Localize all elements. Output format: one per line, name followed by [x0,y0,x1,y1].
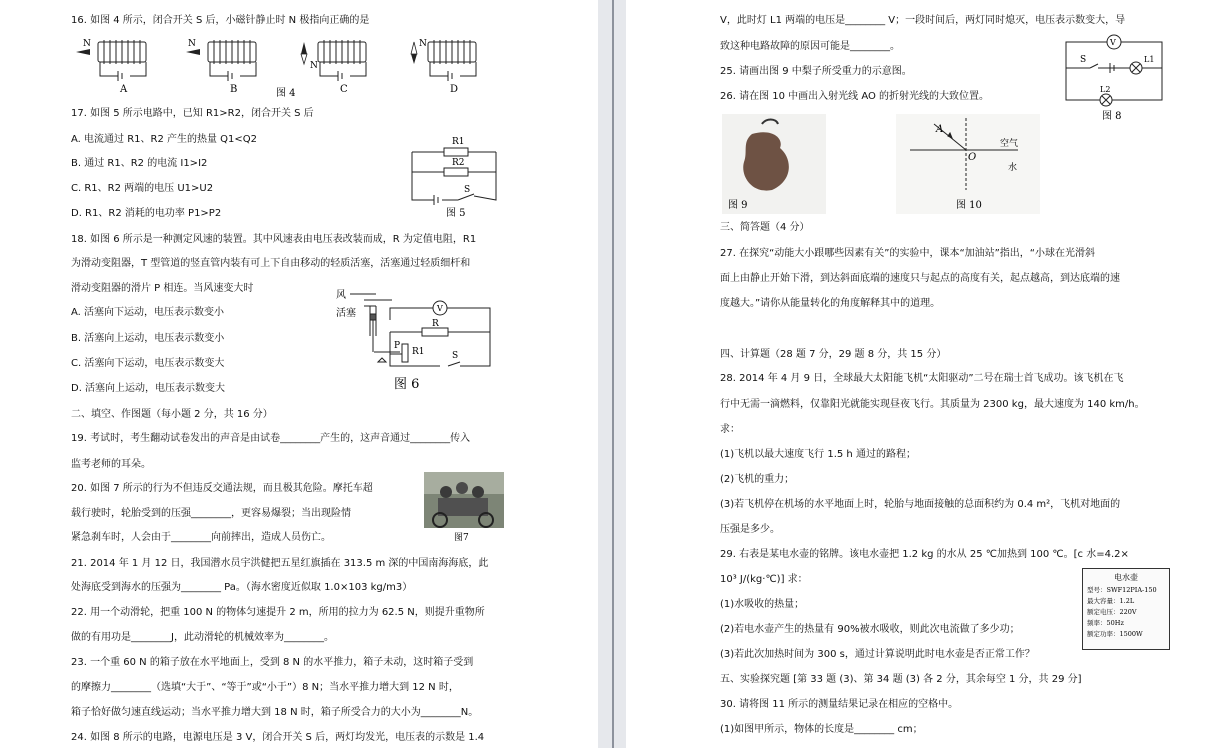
fig4-letter-d: D [450,84,459,95]
question-27-line-2: 面上由静止开始下滑，到达斜面底端的速度只与起点的高度有关，起点越高，到达底端的速 [720,273,1120,284]
fig10-o: O [968,152,977,163]
figure-5-circuit [408,134,500,220]
question-21-line-2: 处海底受到海水的压强为________ Pa。（海水密度近似取 1.0×103 kg/m3） [71,582,413,593]
fig4-n-label: N [83,39,91,49]
question-19-line-2: 监考老师的耳朵。 [71,459,151,470]
fig5-s: S [464,185,471,195]
figure-7-photo [424,472,504,544]
question-29-part-1: (1)水吸收的热量； [720,599,805,610]
fig6-p: P [394,341,401,351]
question-30-part-1: (1)如图甲所示，物体的长度是________ cm； [720,724,923,735]
q18-option-a: A. 活塞向下运动，电压表示数变小 [71,307,225,318]
question-24-cont: V，此时灯 L1 两端的电压是________ V；一段时间后，两灯同时熄灭，电压表示数变大，导 [720,15,1126,26]
fig4-letter-b: B [230,84,238,95]
section-3-heading: 三、简答题（4 分） [720,222,810,233]
nameplate-row: 额定功率：1500W [1087,630,1143,638]
figure-4-solenoids [70,34,510,100]
nameplate-row: 频率：50Hz [1087,619,1124,627]
section-4-heading: 四、计算题（28 题 7 分，29 题 8 分，共 15 分） [720,349,947,360]
page-gutter [598,0,626,748]
question-18: 18. 如图 6 所示是一种测定风速的装置。其中风速表由电压表改装而成，R 为定值电阻，R1 [71,234,477,245]
exam-page-left [0,0,598,748]
fig8-l2: L2 [1100,85,1111,94]
question-28-line-3: 求： [720,424,740,435]
question-26: 26. 请在图 10 中画出入射光线 AO 的折射光线的大致位置。 [720,91,990,102]
question-27-line-3: 度越大。”请你从能量转化的角度解释其中的道理。 [720,298,941,309]
question-16: 16. 如图 4 所示，闭合开关 S 后，小磁针静止时 N 极指向正确的是 [71,15,370,26]
fig9-caption: 图 9 [728,200,748,211]
q17-option-a: A. 电流通过 R1、R2 产生的热量 Q1<Q2 [71,134,258,145]
q18-option-c: C. 活塞向下运动，电压表示数变大 [71,358,225,369]
question-21: 21. 2014 年 1 月 12 日，我国潜水员宇洪健把五星红旗插在 313.5 m 深的中国南海海底，此 [71,558,489,569]
question-18-line-3: 滑动变阻器的滑片 P 相连。当风速变大时 [71,283,254,294]
nameplate-row: 型号：SWF12PIA-150 [1087,586,1157,594]
section-5-heading: 五、实验探究题 [第 33 题 (3)、第 34 题 (3) 各 2 分，其余每空 1 分，共 29 分] [720,674,1082,685]
fig8-caption: 图 8 [1102,111,1122,122]
svg-text:N: N [419,39,427,49]
fig6-caption: 图 6 [394,377,420,392]
nameplate-row: 额定电压：220V [1087,608,1137,616]
fig8-l1: L1 [1144,55,1155,64]
svg-text:N: N [188,39,196,49]
question-28-part-2: (2)飞机的重力； [720,474,795,485]
fig10-caption: 图 10 [956,200,982,211]
fig4-letter-a: A [120,84,128,95]
q18-option-d: D. 活塞向上运动，电压表示数变大 [71,383,226,394]
nameplate-title: 电水壶 [1114,573,1138,582]
fig4-letter-c: C [340,84,348,95]
question-29: 29. 右表是某电水壶的铭牌。该电水壶把 1.2 kg 的水从 25 ℃加热到 100 ℃。[c 水=4.2× [720,549,1129,560]
q17-option-c: C. R1、R2 两端的电压 U1>U2 [71,183,214,194]
section-2-heading: 二、填空、作图题（每小题 2 分，共 16 分） [71,409,273,420]
question-25: 25. 请画出图 9 中梨子所受重力的示意图。 [720,66,912,77]
fig10-water: 水 [1008,163,1018,173]
question-30: 30. 请将图 11 所示的测量结果记录在相应的空格中。 [720,699,959,710]
fig4-caption: 图 4 [276,88,296,99]
question-24: 24. 如图 8 所示的电路，电源电压是 3 V，闭合开关 S 后，两灯均发光，电压表的示数是 1.4 [71,732,485,743]
q17-option-b: B. 通过 R1、R2 的电流 I1>I2 [71,158,208,169]
question-28-part-3: (3)若飞机停在机场的水平地面上时，轮胎与地面接触的总面积约为 0.4 m²，飞机对地面的 [720,499,1121,510]
question-23-line-2: 的摩擦力________（选填“大于”、“等于”或“小于”）8 N；当水平推力增大到 12 N 时， [71,682,459,693]
fig6-piston: 活塞 [336,308,356,319]
question-28-part-3-cont: 压强是多少。 [720,524,780,535]
question-22-line-2: 做的有用功是________J，此动滑轮的机械效率为________。 [71,632,334,643]
figure-9-pear-photo [722,114,826,214]
question-17: 17. 如图 5 所示电路中，已知 R1>R2，闭合开关 S 后 [71,108,314,119]
kettle-nameplate [1082,568,1170,650]
question-28-line-2: 行中无需一滴燃料，仅靠阳光就能实现昼夜飞行。其质量为 2300 kg，最大速度为 140 km/h。 [720,399,1145,410]
question-29-line-2: 10³ J/(kg·℃)] 求： [720,574,808,585]
figure-8-circuit [1062,24,1168,124]
fig6-r: R [432,319,439,329]
svg-text:N: N [310,61,318,71]
fig5-r2: R2 [452,158,465,168]
question-19: 19. 考试时，考生翻动试卷发出的声音是由试卷________产生的，这声音通过________传入 [71,433,471,444]
q17-option-d: D. R1、R2 消耗的电功率 P1>P2 [71,208,222,219]
fig6-wind: 风 [336,290,346,301]
fig6-r1: R1 [412,347,425,357]
question-28: 28. 2014 年 4 月 9 日，全球最大太阳能飞机“太阳驱动”二号在瑞士首飞成功。该飞机在飞 [720,373,1124,384]
fig5-r1: R1 [452,137,465,147]
question-28-part-1: (1)飞机以最大速度飞行 1.5 h 通过的路程； [720,449,916,460]
question-29-part-2: (2)若电水壶产生的热量有 90%被水吸收，则此次电流做了多少功； [720,624,1020,635]
figure-6-wind-meter [330,286,500,396]
nameplate-row: 最大容量：1.2L [1087,597,1135,605]
question-23-line-3: 箱子恰好做匀速直线运动；当水平推力增大到 18 N 时，箱子所受合力的大小为________N。 [71,707,479,718]
fig7-caption: 图7 [454,533,469,543]
question-20-line-3: 紧急刹车时，人会由于________向前摔出，造成人员伤亡。 [71,532,331,543]
question-27: 27. 在探究“动能大小跟哪些因素有关”的实验中，课本“加油站”指出，“小球在光滑斜 [720,248,1095,259]
fig6-voltmeter: V [437,304,443,313]
fig8-s: S [1080,55,1087,65]
q18-option-b: B. 活塞向上运动，电压表示数变小 [71,333,225,344]
exam-page-right [626,0,1208,748]
fig6-s: S [452,351,459,361]
question-20-line-2: 载行驶时，轮胎受到的压强________，更容易爆裂；当出现险情 [71,508,351,519]
question-20: 20. 如图 7 所示的行为不但违反交通法规，而且极其危险。摩托车超 [71,483,373,494]
question-18-line-2: 为滑动变阻器，T 型管道的竖直管内装有可上下自由移动的轻质活塞，活塞通过轻质细杆和 [71,258,471,269]
fig10-air: 空气 [1000,139,1019,149]
question-22: 22. 用一个动滑轮，把重 100 N 的物体匀速提升 2 m，所用的拉力为 62.5 N，则提升重物所 [71,607,485,618]
question-24-cont-2: 致这种电路故障的原因可能是________。 [720,41,900,52]
question-23: 23. 一个重 60 N 的箱子放在水平地面上，受到 8 N 的水平推力，箱子未动，这时箱子受到 [71,657,474,668]
fig8-voltmeter: V [1110,38,1116,47]
fig10-a: A [936,124,944,135]
question-29-part-3: (3)若此次加热时间为 300 s，通过计算说明此时电水壶是否正常工作？ [720,649,1035,660]
fig5-caption: 图 5 [446,208,466,219]
figure-10-refraction [896,114,1040,214]
